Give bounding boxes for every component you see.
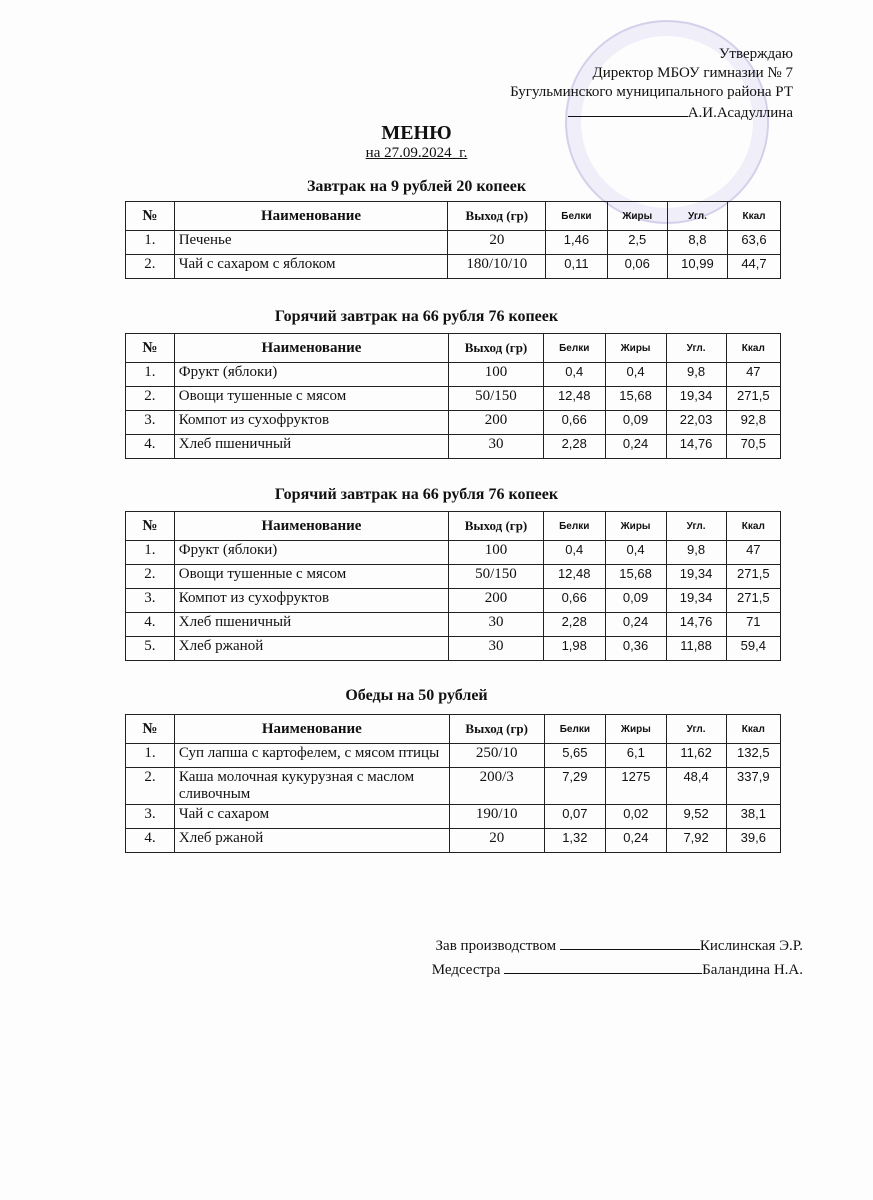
table-cell: 1.	[126, 363, 175, 387]
table-cell: Печенье	[174, 231, 448, 255]
column-header: Ккал	[726, 512, 780, 541]
approval-line: Директор МБОУ гимназии № 7	[592, 65, 793, 81]
table-row	[126, 231, 781, 255]
column-header: №	[126, 715, 175, 744]
table-cell: Фрукт (яблоки)	[174, 363, 448, 387]
table-header	[126, 202, 781, 231]
table-cell: 0,36	[605, 637, 666, 661]
table-row	[126, 768, 781, 805]
table-cell: 1,46	[546, 231, 607, 255]
signature-role: Зав производством	[435, 938, 557, 954]
table-cell: Компот из сухофруктов	[174, 411, 448, 435]
table-row	[126, 589, 781, 613]
table-cell: 50/150	[449, 565, 544, 589]
table-cell: 3.	[126, 589, 175, 613]
table-cell: 2,5	[607, 231, 667, 255]
table-cell: 48,4	[666, 768, 726, 805]
table-cell: Овощи тушенные с мясом	[174, 565, 448, 589]
column-header: Выход (гр)	[449, 512, 544, 541]
table-cell: Компот из сухофруктов	[174, 589, 448, 613]
signature-role: Медсестра	[431, 962, 501, 978]
column-header: Ккал	[726, 715, 780, 744]
table-row	[126, 411, 781, 435]
column-header: Ккал	[727, 202, 780, 231]
column-header: Наименование	[174, 334, 448, 363]
signature-line	[568, 102, 688, 117]
column-header: Наименование	[174, 512, 448, 541]
table-cell: 30	[449, 435, 544, 459]
table-row	[126, 805, 781, 829]
table-cell: 15,68	[605, 387, 666, 411]
table-cell: Овощи тушенные с мясом	[174, 387, 448, 411]
section-title: Горячий завтрак на 66 рубля 76 копеек	[274, 486, 559, 503]
table-cell: 5,65	[544, 744, 605, 768]
column-header: Белки	[543, 334, 605, 363]
table-cell: Фрукт (яблоки)	[174, 541, 448, 565]
table-cell: 12,48	[543, 565, 605, 589]
column-header: Наименование	[174, 715, 449, 744]
column-header: Жиры	[605, 334, 666, 363]
table-cell: 47	[726, 363, 780, 387]
table-cell: 6,1	[606, 744, 667, 768]
table-cell: 0,66	[543, 411, 605, 435]
column-header: Выход (гр)	[448, 202, 546, 231]
signature-line	[560, 935, 700, 950]
menu-table	[125, 714, 781, 853]
signature-row	[432, 959, 803, 979]
table-cell: 14,76	[666, 435, 726, 459]
section-title: Горячий завтрак на 66 рубля 76 копеек	[274, 308, 559, 325]
table-cell: 39,6	[726, 829, 780, 853]
table-cell: 250/10	[449, 744, 544, 768]
table-cell: Хлеб пшеничный	[174, 435, 448, 459]
approval-signer: А.И.Асадуллина	[687, 105, 793, 121]
table-cell: 271,5	[726, 589, 780, 613]
column-header: Выход (гр)	[449, 715, 544, 744]
column-header: Наименование	[174, 202, 448, 231]
table-cell: 0,02	[606, 805, 667, 829]
table-cell: 2.	[126, 768, 175, 805]
signature-name: Кислинская Э.Р.	[699, 938, 803, 954]
table-cell: 2,28	[543, 435, 605, 459]
table-cell: 19,34	[666, 387, 726, 411]
column-header: Угл.	[666, 512, 726, 541]
table-cell: 30	[449, 613, 544, 637]
table-header	[126, 715, 781, 744]
table-cell: 2.	[126, 255, 175, 279]
table-cell: 1275	[606, 768, 667, 805]
table-cell: Хлеб ржаной	[174, 829, 449, 853]
table-cell: 100	[449, 541, 544, 565]
table-row	[126, 541, 781, 565]
column-header: №	[126, 512, 175, 541]
table-cell: Чай с сахаром с яблоком	[174, 255, 448, 279]
table-row	[126, 387, 781, 411]
table-cell: 0,4	[605, 541, 666, 565]
table-cell: 1.	[126, 744, 175, 768]
table-cell: 2.	[126, 387, 175, 411]
table-cell: 70,5	[726, 435, 780, 459]
table-cell: 20	[449, 829, 544, 853]
table-cell: 9,52	[666, 805, 726, 829]
table-cell: 0,4	[543, 541, 605, 565]
column-header: Жиры	[606, 715, 667, 744]
table-cell: 7,92	[666, 829, 726, 853]
table-cell: 12,48	[543, 387, 605, 411]
column-header: Угл.	[666, 715, 726, 744]
table-cell: 4.	[126, 829, 175, 853]
table-cell: 2,28	[543, 613, 605, 637]
column-header: Белки	[543, 512, 605, 541]
table-row	[126, 565, 781, 589]
table-cell: 11,62	[666, 744, 726, 768]
table-cell: 9,8	[666, 363, 726, 387]
table-cell: 0,07	[544, 805, 605, 829]
table-cell: 38,1	[726, 805, 780, 829]
column-header: Жиры	[607, 202, 667, 231]
page-title: МЕНЮ	[381, 122, 452, 144]
table-cell: 0,06	[607, 255, 667, 279]
table-cell: 180/10/10	[448, 255, 546, 279]
menu-date: на 27.09.2024_г.	[365, 145, 468, 161]
menu-table	[125, 511, 781, 661]
table-cell: 1.	[126, 231, 175, 255]
table-cell: 271,5	[726, 387, 780, 411]
table-cell: 190/10	[449, 805, 544, 829]
menu-table	[125, 333, 781, 459]
column-header: Ккал	[726, 334, 780, 363]
table-cell: 100	[449, 363, 544, 387]
table-cell: 2.	[126, 565, 175, 589]
table-cell: 50/150	[449, 387, 544, 411]
column-header: №	[126, 202, 175, 231]
table-cell: 92,8	[726, 411, 780, 435]
table-cell: 0,24	[606, 829, 667, 853]
table-cell: 5.	[126, 637, 175, 661]
table-cell: 337,9	[726, 768, 780, 805]
table-cell: 3.	[126, 805, 175, 829]
column-header: Белки	[546, 202, 607, 231]
table-header	[126, 512, 781, 541]
approval-line: Утверждаю	[718, 46, 793, 62]
column-header: Угл.	[667, 202, 727, 231]
table-cell: 7,29	[544, 768, 605, 805]
table-row	[126, 435, 781, 459]
table-row	[126, 637, 781, 661]
table-cell: 15,68	[605, 565, 666, 589]
table-row	[126, 829, 781, 853]
table-header	[126, 334, 781, 363]
table-cell: 1,98	[543, 637, 605, 661]
table-cell: 19,34	[666, 589, 726, 613]
table-cell: 0,09	[605, 589, 666, 613]
table-cell: 4.	[126, 613, 175, 637]
table-cell: 3.	[126, 411, 175, 435]
table-row	[126, 255, 781, 279]
approval-line: Бугульминского муниципального района РТ	[510, 84, 793, 100]
table-row	[126, 744, 781, 768]
table-cell: 44,7	[727, 255, 780, 279]
approval-block	[510, 45, 793, 123]
table-cell: 200	[449, 589, 544, 613]
column-header: Угл.	[666, 334, 726, 363]
table-cell: Каша молочная кукурузная с маслом сливочным	[174, 768, 449, 805]
table-cell: 1.	[126, 541, 175, 565]
table-cell: 0,24	[605, 435, 666, 459]
signature-line	[504, 959, 702, 974]
table-cell: 22,03	[666, 411, 726, 435]
table-cell: Хлеб ржаной	[174, 637, 448, 661]
table-row	[126, 613, 781, 637]
table-cell: 200/3	[449, 768, 544, 805]
table-cell: 0,4	[605, 363, 666, 387]
column-header: Белки	[544, 715, 605, 744]
table-cell: 0,4	[543, 363, 605, 387]
table-cell: 20	[448, 231, 546, 255]
table-cell: 0,11	[546, 255, 607, 279]
column-header: №	[126, 334, 175, 363]
table-cell: 59,4	[726, 637, 780, 661]
table-cell: 47	[726, 541, 780, 565]
signature-name: Баландина Н.А.	[702, 962, 803, 978]
table-cell: 4.	[126, 435, 175, 459]
table-cell: 63,6	[727, 231, 780, 255]
table-cell: 271,5	[726, 565, 780, 589]
table-row	[126, 363, 781, 387]
column-header: Жиры	[605, 512, 666, 541]
table-cell: 8,8	[667, 231, 727, 255]
table-cell: 11,88	[666, 637, 726, 661]
table-cell: 1,32	[544, 829, 605, 853]
column-header: Выход (гр)	[449, 334, 544, 363]
table-cell: 71	[726, 613, 780, 637]
table-cell: 14,76	[666, 613, 726, 637]
table-cell: 10,99	[667, 255, 727, 279]
table-cell: 0,66	[543, 589, 605, 613]
table-cell: 19,34	[666, 565, 726, 589]
table-cell: 200	[449, 411, 544, 435]
signature-row	[436, 935, 803, 955]
section-title: Обеды на 50 рублей	[345, 687, 488, 704]
table-cell: 132,5	[726, 744, 780, 768]
table-cell: Чай с сахаром	[174, 805, 449, 829]
table-cell: 0,24	[605, 613, 666, 637]
menu-table	[125, 201, 781, 279]
table-cell: Хлеб пшеничный	[174, 613, 448, 637]
table-cell: 30	[449, 637, 544, 661]
section-title: Завтрак на 9 рублей 20 копеек	[306, 178, 527, 195]
table-cell: 9,8	[666, 541, 726, 565]
table-cell: 0,09	[605, 411, 666, 435]
table-cell: Суп лапша с картофелем, с мясом птицы	[174, 744, 449, 768]
